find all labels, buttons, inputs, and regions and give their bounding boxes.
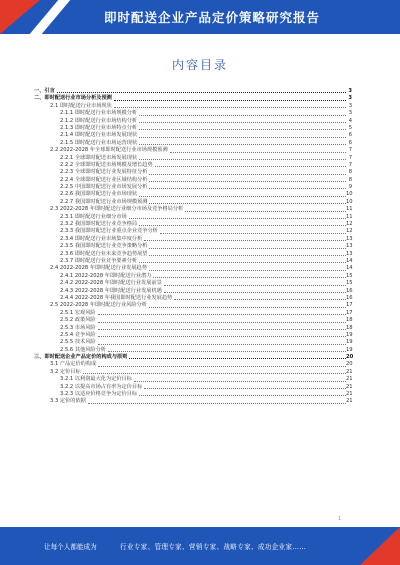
toc-entry-page: 17: [346, 309, 353, 316]
toc-leader-dots: [139, 144, 346, 145]
toc-entry-title: 2.3.4 即时配送行业市场集中度分析: [60, 235, 143, 242]
toc-leader-dots: [149, 255, 346, 256]
toc-entry-title: 2.5 2022-2028 年即时配送行业风险分析: [50, 302, 147, 309]
toc-entry-page: 17: [346, 302, 353, 309]
report-title: 即时配送企业产品定价策略研究报告: [104, 10, 321, 25]
toc-leader-dots: [139, 137, 346, 138]
toc-entry[interactable]: [34, 265, 352, 272]
toc-entry-page: 21: [346, 368, 353, 375]
toc-leader-dots: [139, 225, 346, 226]
toc-entry-title: 2.2.3 全球即时配送行业发展特征分析: [60, 169, 148, 176]
toc-entry-title: 2.5.4 竞争风险: [60, 331, 96, 338]
toc-leader-dots: [139, 159, 346, 160]
toc-entry[interactable]: [34, 118, 352, 125]
toc-entry-page: 19: [346, 331, 353, 338]
toc-entry-page: 6: [346, 132, 352, 139]
toc-entry[interactable]: [34, 361, 352, 368]
toc-leader-dots: [149, 181, 346, 182]
toc-entry-page: 3: [346, 110, 352, 117]
toc-leader-dots: [149, 307, 346, 308]
toc-entry[interactable]: [34, 251, 352, 258]
toc-entry-title: 2.5.1 宏观风险: [60, 309, 96, 316]
footer-lead-text: 让每个人都能成为: [44, 543, 97, 551]
toc-entry-page: 8: [346, 177, 352, 184]
toc-entry[interactable]: [34, 169, 352, 176]
toc-entry-title: 2.2.4 全球即时配送行业区域结构分析: [60, 176, 148, 183]
toc-entry-page: 10: [346, 191, 353, 198]
toc-leader-dots: [149, 174, 346, 175]
toc-entry-title: 2.5.6 其他风险分析: [60, 346, 106, 353]
toc-entry-page: 6: [346, 140, 352, 147]
toc-entry-page: 4: [346, 118, 352, 125]
toc-entry-page: 18: [346, 324, 353, 331]
toc-entry[interactable]: [34, 376, 352, 383]
toc-entry[interactable]: [34, 310, 352, 317]
toc-entry-page: 9: [346, 184, 352, 191]
toc-entry-page: 7: [346, 155, 352, 162]
toc-entry-page: 16: [346, 287, 353, 294]
toc-leader-dots: [129, 218, 346, 219]
toc-entry-title: 2.1.2 即时配送行业市场结构分析: [60, 117, 138, 124]
toc-entry[interactable]: [34, 288, 352, 295]
toc-entry-page: 18: [346, 317, 353, 324]
toc-entry[interactable]: [34, 95, 352, 102]
toc-entry-page: 3: [346, 103, 352, 110]
toc-entry-title: 2.2.7 我国即时配送行业市场规模预测: [60, 198, 148, 205]
footer-slogan: 行业专家、管理专家、营销专家、战略专家、成功企业家……: [120, 543, 307, 551]
toc-leader-dots: [98, 344, 346, 345]
toc-entry-title: 2.1.3 即时配送行业市场特点分析: [60, 124, 138, 131]
toc-leader-dots: [114, 100, 346, 101]
toc-entry-page: 15: [346, 272, 353, 279]
toc-entry-title: 2.2.1 全球即时配送市场发展现状: [60, 154, 138, 161]
toc-leader-dots: [144, 388, 346, 389]
toc-leader-dots: [185, 211, 346, 212]
toc-leader-dots: [129, 358, 346, 359]
toc-entry-title: 一、引言: [34, 88, 55, 94]
toc-leader-dots: [174, 299, 346, 300]
toc-leader-dots: [139, 115, 346, 116]
toc-entry[interactable]: [34, 155, 352, 162]
toc-entry-page: 13: [346, 250, 353, 257]
toc-leader-dots: [139, 129, 346, 130]
toc-entry-page: 11: [346, 213, 353, 220]
toc-entry-page: 21: [346, 376, 353, 383]
toc-heading: 内容目录: [171, 58, 228, 72]
footer-red-corner: [360, 527, 400, 565]
toc-entry-page: 21: [346, 398, 353, 405]
toc-entry-page: 15: [346, 280, 353, 287]
toc-entry-title: 2.2.2 全球即时配送市场规模及增长趋势: [60, 161, 153, 168]
toc-entry-title: 2.3.1 即时配送行业细分市场: [60, 213, 127, 220]
toc-entry[interactable]: [34, 206, 352, 213]
toc-entry-title: 2.4.1 2022-2028 年即时配送行业潜力: [60, 272, 152, 279]
table-of-contents: [34, 88, 352, 406]
toc-entry-title: 2.1.1 即时配送行业市场规模分析: [60, 110, 138, 117]
toc-leader-dots: [114, 107, 346, 108]
toc-entry-title: 三、即时配送企业产品定价的构成与原则: [34, 354, 128, 361]
toc-entry-title: 3.2 定价目标: [50, 368, 81, 375]
toc-entry-page: 12: [346, 228, 353, 235]
toc-entry-page: 20: [346, 361, 353, 368]
toc-entry-title: 2.2 2022-2028 年全球即时配送行业市场规模预测: [50, 147, 168, 154]
toc-entry-title: 2.1 即时配送行业市场现状: [50, 102, 112, 109]
toc-entry[interactable]: [34, 177, 352, 184]
toc-entry[interactable]: [34, 317, 352, 324]
toc-entry-page: 12: [346, 221, 353, 228]
toc-entry-page: 3: [346, 88, 352, 95]
toc-entry-page: 7: [346, 162, 352, 169]
toc-entry-page: 10: [346, 198, 353, 205]
toc-leader-dots: [139, 196, 346, 197]
toc-entry-title: 2.1.5 即时配送行业市场运营现状: [60, 139, 138, 146]
toc-leader-dots: [170, 152, 346, 153]
toc-entry-title: 2.2.6 我国即时配送行业市场现状: [60, 191, 138, 198]
toc-entry-page: 21: [346, 383, 353, 390]
toc-entry[interactable]: [34, 191, 352, 198]
toc-leader-dots: [98, 329, 346, 330]
toc-leader-dots: [98, 314, 346, 315]
toc-entry-page: 19: [346, 346, 353, 353]
page-number: 1: [338, 516, 342, 522]
toc-entry-title: 2.5.5 技术风险: [60, 339, 96, 346]
toc-entry-title: 2.5.2 政策风险: [60, 317, 96, 324]
toc-entry-title: 2.3.3 我国即时配送行业重点企业竞争分析: [60, 228, 158, 235]
toc-entry-title: 2.4.3 2022-2028 年即时配送行业发展机遇: [60, 287, 162, 294]
toc-leader-dots: [88, 403, 346, 404]
toc-entry-title: 2.4 2022-2028 年即时配送行业发展趋势: [50, 265, 147, 272]
toc-entry-title: 2.4.2 2022-2028 年即时配送行业发展前景: [60, 280, 162, 287]
toc-entry-title: 2.3.6 即时配送行业未来竞争趋势展望: [60, 250, 148, 257]
toc-entry-page: 20: [346, 354, 354, 361]
toc-leader-dots: [164, 292, 346, 293]
toc-entry-title: 2.5.3 市场风险: [60, 324, 96, 331]
toc-leader-dots: [149, 248, 346, 249]
toc-leader-dots: [164, 285, 346, 286]
toc-leader-dots: [155, 166, 346, 167]
toc-leader-dots: [149, 188, 346, 189]
toc-leader-dots: [149, 270, 346, 271]
toc-leader-dots: [57, 92, 346, 93]
toc-leader-dots: [160, 233, 346, 234]
toc-entry[interactable]: [34, 302, 352, 309]
header-banner: [0, 0, 400, 34]
toc-entry[interactable]: [34, 280, 352, 287]
toc-entry[interactable]: [34, 147, 352, 154]
toc-leader-dots: [98, 366, 346, 367]
toc-entry[interactable]: [34, 384, 352, 391]
toc-entry[interactable]: [34, 110, 352, 117]
toc-entry-title: 3.1 产品定价的构成: [50, 361, 97, 368]
toc-entry-title: 2.2.5 中国即时配送行业市场发展分析: [60, 184, 148, 191]
toc-entry[interactable]: [34, 228, 352, 235]
toc-entry-page: 21: [346, 391, 353, 398]
toc-entry-page: 5: [346, 125, 352, 132]
toc-leader-dots: [134, 381, 346, 382]
toc-entry-page: 7: [346, 147, 352, 154]
toc-entry-title: 2.3.2 我国即时配送行业竞争格局: [60, 221, 138, 228]
toc-entry-title: 2.4.4 2022-2028 年我国即时配送行业发展趋势: [60, 294, 173, 301]
toc-entry-title: 2.3.7 即时配送行业竞争要素分析: [60, 257, 138, 264]
toc-entry-page: 8: [346, 169, 352, 176]
toc-entry[interactable]: [34, 339, 352, 346]
toc-entry[interactable]: [34, 214, 352, 221]
toc-entry-page: 11: [346, 206, 353, 213]
toc-entry-page: 3: [346, 95, 352, 102]
toc-leader-dots: [153, 277, 346, 278]
toc-entry-page: 16: [346, 294, 353, 301]
toc-leader-dots: [98, 322, 346, 323]
toc-leader-dots: [139, 262, 346, 263]
toc-leader-dots: [108, 351, 346, 352]
toc-entry-title: 2.1.4 即时配送行业市场发展现状: [60, 132, 138, 139]
toc-entry[interactable]: [34, 347, 352, 354]
toc-leader-dots: [144, 240, 346, 241]
toc-entry-title: 2.3.5 我国即时配送行业竞争策略分析: [60, 243, 148, 250]
toc-entry[interactable]: [34, 398, 352, 405]
toc-entry[interactable]: [34, 132, 352, 139]
toc-leader-dots: [139, 122, 346, 123]
toc-entry-page: 19: [346, 339, 353, 346]
footer-banner: [0, 527, 400, 565]
toc-leader-dots: [139, 395, 346, 396]
toc-entry-page: 14: [346, 265, 353, 272]
toc-entry-page: 14: [346, 257, 353, 264]
toc-entry-title: 3.3 定价的依据: [50, 398, 86, 405]
toc-entry-page: 13: [346, 243, 353, 250]
toc-leader-dots: [83, 373, 346, 374]
toc-entry-title: 3.2.2 以提高市场占有率为定价目标: [60, 383, 143, 390]
toc-entry-title: 3.2.3 以适应价格竞争为定价目标: [60, 391, 138, 398]
toc-entry-page: 13: [346, 235, 353, 242]
toc-entry-title: 2.3 2022-2028 年即时配送行业细分市场及竞争格局分析: [50, 206, 184, 213]
toc-leader-dots: [149, 203, 346, 204]
toc-entry-title: 二、即时配送行业市场分析及预测: [34, 95, 112, 102]
toc-entry[interactable]: [34, 243, 352, 250]
toc-entry[interactable]: [34, 325, 352, 332]
toc-entry-title: 3.2.1 以利润最大化为定价目标: [60, 376, 132, 383]
toc-leader-dots: [98, 336, 346, 337]
